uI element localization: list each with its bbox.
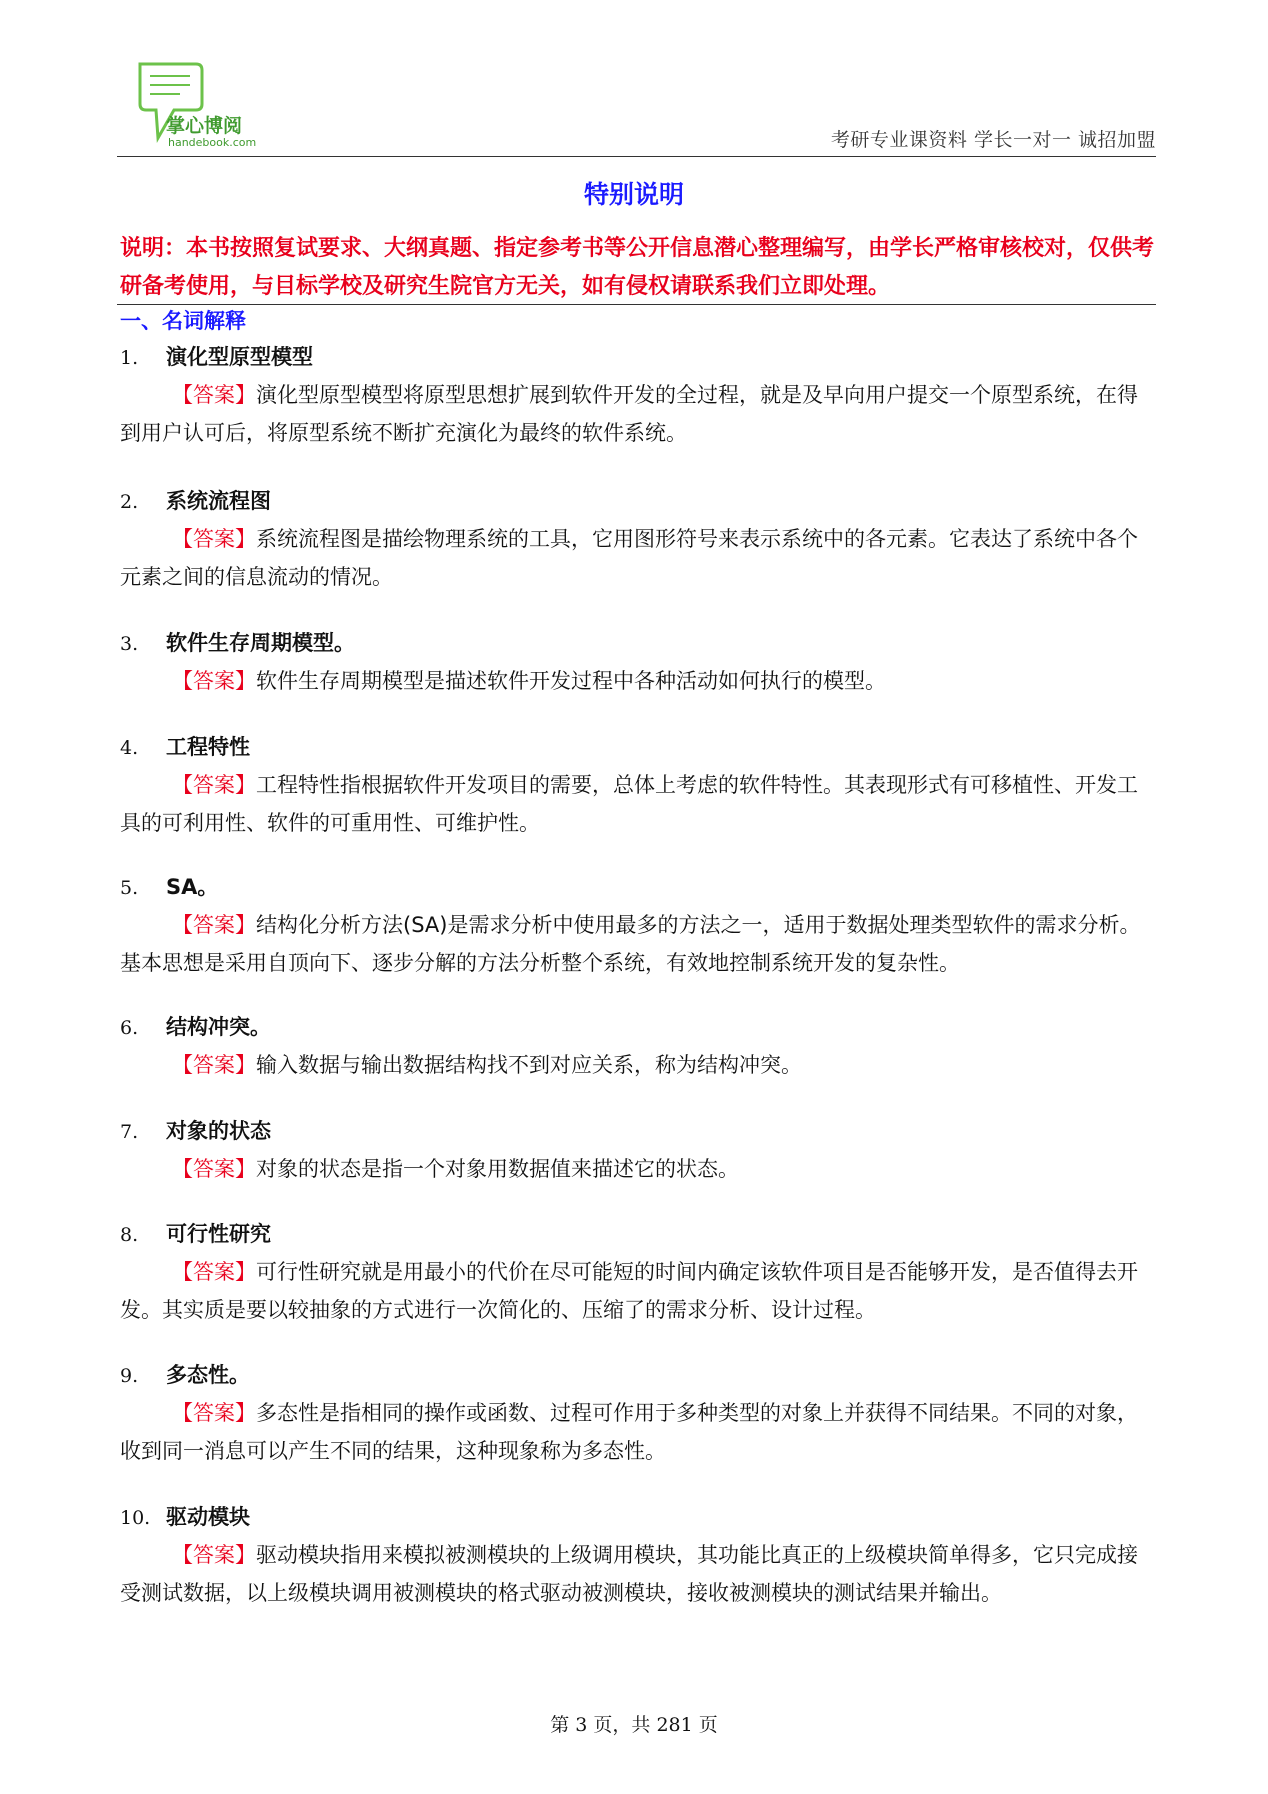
handebook-logo [134,60,284,148]
term-row [120,1498,1156,1536]
answer-text: 系统流程图是描绘物理系统的工具，它用图形符号来表示系统中的各元素。它表达了系统中各个元素之间的信息流动的情况。 [120,527,1138,589]
item-number: 10. [120,1507,151,1529]
answer-tag: 【答案】 [172,1260,256,1284]
term-row [120,338,1156,376]
glossary-item [120,728,1156,842]
glossary-item [120,338,1156,452]
glossary-item [120,1498,1156,1612]
svg-text:handebook.com: handebook.com [168,136,257,148]
glossary-item [120,1215,1156,1329]
term-row [120,1008,1156,1046]
answer-tag: 【答案】 [172,1157,256,1181]
answer-tag: 【答案】 [172,527,256,551]
answer-paragraph [120,662,1156,700]
answer-tag: 【答案】 [172,773,256,797]
disclaimer-notice: 说明：本书按照复试要求、大纲真题、指定参考书等公开信息潜心整理编写，由学长严格审核校对，仅供考研备考使用，与目标学校及研究生院官方无关，如有侵权请联系我们立即处理。 [120,236,1155,299]
item-number: 5. [120,877,139,899]
answer-paragraph [120,1046,1156,1084]
answer-tag: 【答案】 [172,1543,256,1567]
glossary-item [120,1112,1156,1188]
term-row [120,728,1156,766]
answer-text: 输入数据与输出数据结构找不到对应关系，称为结构冲突。 [256,1053,802,1077]
notice-divider [117,304,1156,305]
glossary-item [120,1008,1156,1084]
term-title: 系统流程图 [166,489,271,513]
term-title: 多态性。 [166,1363,250,1387]
page-title: 特别说明 [583,180,684,209]
item-number: 4. [120,737,139,759]
item-number: 8. [120,1224,139,1246]
answer-tag: 【答案】 [172,669,256,693]
term-row [120,624,1156,662]
item-number: 1. [120,347,139,369]
answer-text: 可行性研究就是用最小的代价在尽可能短的时间内确定该软件项目是否能够开发，是否值得去开发。其实质是要以较抽象的方式进行一次简化的、压缩了的需求分析、设计过程。 [120,1260,1138,1322]
answer-paragraph [120,520,1156,596]
term-row [120,1112,1156,1150]
answer-text: 演化型原型模型将原型思想扩展到软件开发的全过程，就是及早向用户提交一个原型系统，在得到用户认可后，将原型系统不断扩充演化为最终的软件系统。 [120,383,1138,445]
answer-tag: 【答案】 [172,1053,256,1077]
item-number: 3. [120,633,139,655]
answer-paragraph [120,376,1156,452]
page-number-footer: 第 3 页，共 281 页 [550,1714,718,1736]
answer-paragraph [120,906,1156,982]
answer-text: 对象的状态是指一个对象用数据值来描述它的状态。 [256,1157,739,1181]
header-divider [117,156,1156,157]
answer-text: 驱动模块指用来模拟被测模块的上级调用模块，其功能比真正的上级模块简单得多，它只完成接受测试数据，以上级模块调用被测模块的格式驱动被测模块，接收被测模块的测试结果并输出。 [120,1543,1138,1605]
term-title: 结构冲突。 [166,1015,271,1039]
term-title: 驱动模块 [166,1505,250,1529]
answer-paragraph [120,1394,1156,1470]
term-title: 对象的状态 [166,1119,271,1143]
term-title: 工程特性 [166,735,250,759]
answer-paragraph [120,766,1156,842]
answer-tag: 【答案】 [172,913,256,937]
term-title: SA。 [166,875,219,899]
term-row [120,482,1156,520]
glossary-item [120,868,1156,982]
term-title: 可行性研究 [166,1222,271,1246]
answer-paragraph [120,1150,1156,1188]
svg-text:掌心博阅: 掌心博阅 [166,115,243,137]
answer-text: 多态性是指相同的操作或函数、过程可作用于多种类型的对象上并获得不同结果。不同的对象，收到同一消息可以产生不同的结果，这种现象称为多态性。 [120,1401,1138,1463]
term-title: 软件生存周期模型。 [166,631,355,655]
logo-graphic [134,60,284,148]
item-number: 2. [120,491,139,513]
glossary-item [120,1356,1156,1470]
item-number: 7. [120,1121,139,1143]
glossary-item [120,482,1156,596]
term-row [120,1215,1156,1253]
answer-tag: 【答案】 [172,1401,256,1425]
answer-tag: 【答案】 [172,383,256,407]
item-number: 9. [120,1365,139,1387]
answer-text: 结构化分析方法(SA)是需求分析中使用最多的方法之一，适用于数据处理类型软件的需求分析。基本思想是采用自顶向下、逐步分解的方法分析整个系统，有效地控制系统开发的复杂性。 [120,913,1141,975]
header-tagline: 考研专业课资料 学长一对一 诚招加盟 [830,129,1156,151]
item-number: 6. [120,1017,139,1039]
term-row [120,868,1156,906]
term-title: 演化型原型模型 [166,345,313,369]
answer-paragraph [120,1253,1156,1329]
answer-text: 软件生存周期模型是描述软件开发过程中各种活动如何执行的模型。 [256,669,886,693]
glossary-item [120,624,1156,700]
answer-text: 工程特性指根据软件开发项目的需要，总体上考虑的软件特性。其表现形式有可移植性、开发工具的可利用性、软件的可重用性、可维护性。 [120,773,1138,835]
term-row [120,1356,1156,1394]
section-heading: 一、名词解释 [120,309,246,333]
answer-paragraph [120,1536,1156,1612]
